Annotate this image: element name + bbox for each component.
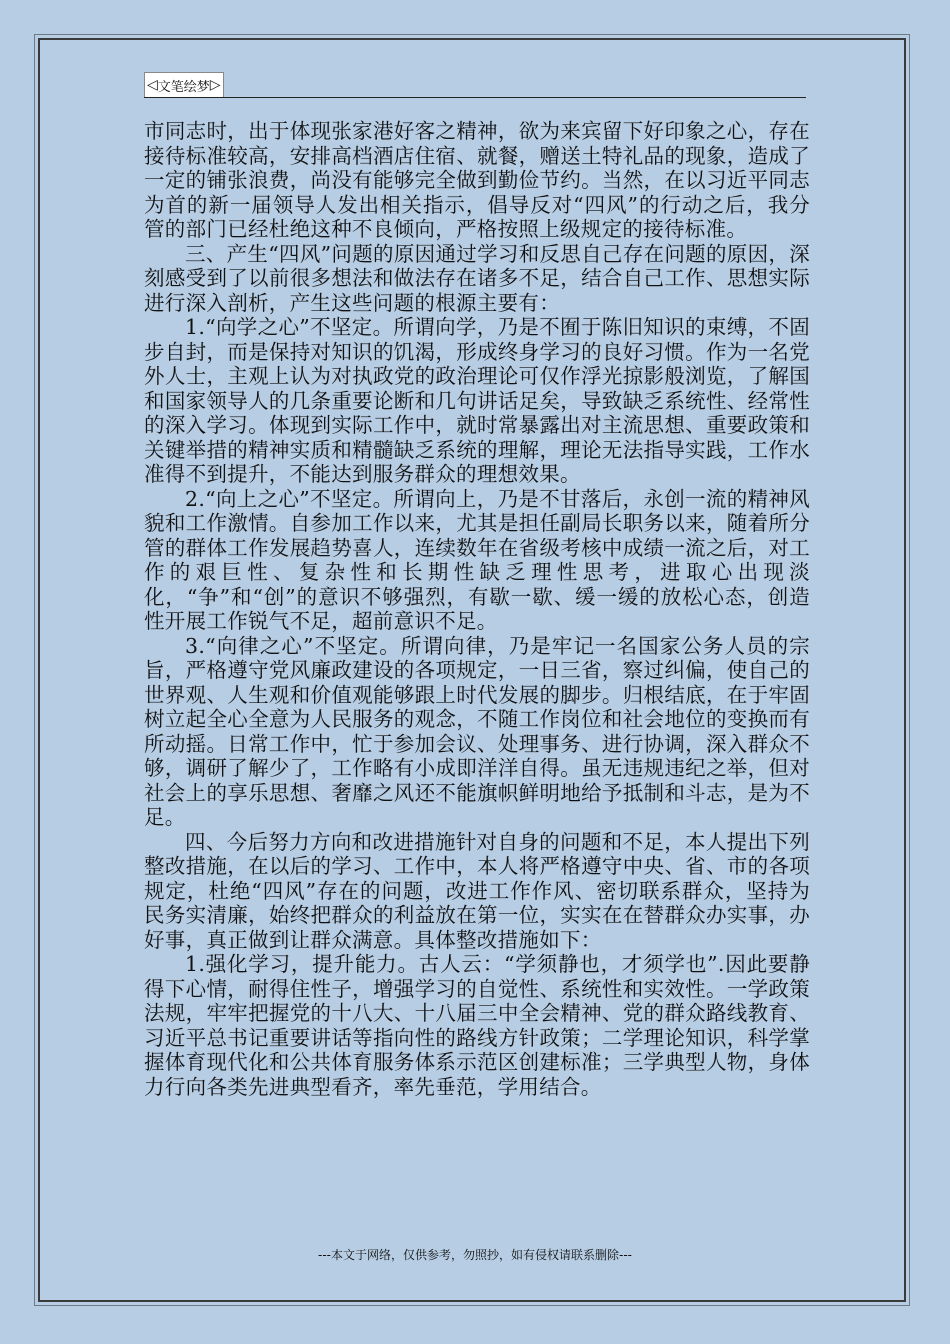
point-2-xiangshang-paragraph: 2.“向上之心”不坚定。所谓向上，乃是不甘落后，永创一流的精神风貌和工作激情。自参加工作以来，尤其是担任副局长职务以来，随着所分管的群体工作发展趋势喜人，连续数年在省级考核中成绩一流之后，对工作的艰巨性、复杂性和长期性缺乏理性思考，进取心出现淡化，“争”和“创”的意识不够强烈，有歇一歇、缓一缓的放松心态，创造性开展工作锐气不足，超前意识不足。 (144, 486, 810, 633)
paragraph-continuation: 市同志时，出于体现张家港好客之精神，欲为来宾留下好印象之心，存在接待标准较高，安排高档酒店住宿、就餐，赠送土特礼品的现象，造成了一定的铺张浪费，尚没有能够完全做到勤俭节约。当然，在以习近平同志为首的新一届领导人发出相关指示，倡导反对“四风”的行动之后，我分管的部门已经杜绝这种不良倾向，严格按照上级规定的接待标准。 (144, 119, 810, 241)
right-triangle-icon: ▷ (209, 77, 221, 93)
header-divider (144, 97, 806, 98)
point-3-xianglv-paragraph: 3.“向律之心”不坚定。所谓向律，乃是牢记一名国家公务人员的宗旨，严格遵守党风廉政建设的各项规定，一日三省，察过纠偏，使自己的世界观、人生观和价值观能够跟上时代发展的脚步。归根结底，在于牢固树立起全心全意为人民服务的观念，不随工作岗位和社会地位的变换而有所动摇。日常工作中，忙于参加会议、处理事务、进行协调，深入群众不够，调研了解少了，工作略有小成即洋洋自得。虽无违规违纪之举，但对社会上的享乐思想、奢靡之风还不能旗帜鲜明地给予抵制和斗志，是为不足。 (144, 633, 810, 829)
section-three-heading-paragraph: 三、产生“四风”问题的原因通过学习和反思自己存在问题的原因，深刻感受到了以前很多想法和做法存在诸多不足，结合自己工作、思想实际进行深入剖析，产生这些问题的根源主要有： (144, 241, 810, 315)
logo-text: 文笔绘梦 (157, 79, 210, 95)
measure-1-study-paragraph: 1.强化学习，提升能力。古人云：“学须静也，才须学也”.因此要静得下心情，耐得住性子，增强学习的自觉性、系统性和实效性。一学政策法规，牢牢把握党的十八大、十八届三中全会精神、党的群众路线教育、习近平总书记重要讲话等指向性的路线方针政策；二学理论知识，科学掌握体育现代化和公共体育服务体系示范区创建标准；三学典型人物，身体力行向各类先进典型看齐，率先垂范，学用结合。 (144, 952, 810, 1099)
footer-disclaimer: ---本文于网络，仅供参考，勿照抄，如有侵权请联系删除--- (318, 1248, 632, 1262)
document-body (144, 119, 810, 1099)
left-triangle-icon: ◁ (147, 77, 158, 93)
point-1-xiangxue-paragraph: 1.“向学之心”不坚定。所谓向学，乃是不囿于陈旧知识的束缚，不固步自封，而是保持对知识的饥渴，形成终身学习的良好习惯。作为一名党外人士，主观上认为对执政党的政治理论可仅作浮光掠影般浏览，了解国和国家领导人的几条重要论断和几句讲话足矣，导致缺乏系统性、经常性的深入学习。体现到实际工作中，就时常暴露出对主流思想、重要政策和关键举措的精神实质和精髓缺乏系统的理解，理论无法指导实践，工作水准得不到提升，不能达到服务群众的理想效果。 (144, 315, 810, 486)
header-logo (144, 72, 224, 98)
section-four-heading-paragraph: 四、今后努力方向和改进措施针对自身的问题和不足，本人提出下列整改措施，在以后的学习、工作中，本人将严格遵守中央、省、市的各项规定，杜绝“四风”存在的问题，改进工作作风、密切联系群众，坚持为民务实清廉，始终把群众的利益放在第一位，实实在在替群众办实事，办好事，真正做到让群众满意。具体整改措施如下： (144, 829, 810, 952)
